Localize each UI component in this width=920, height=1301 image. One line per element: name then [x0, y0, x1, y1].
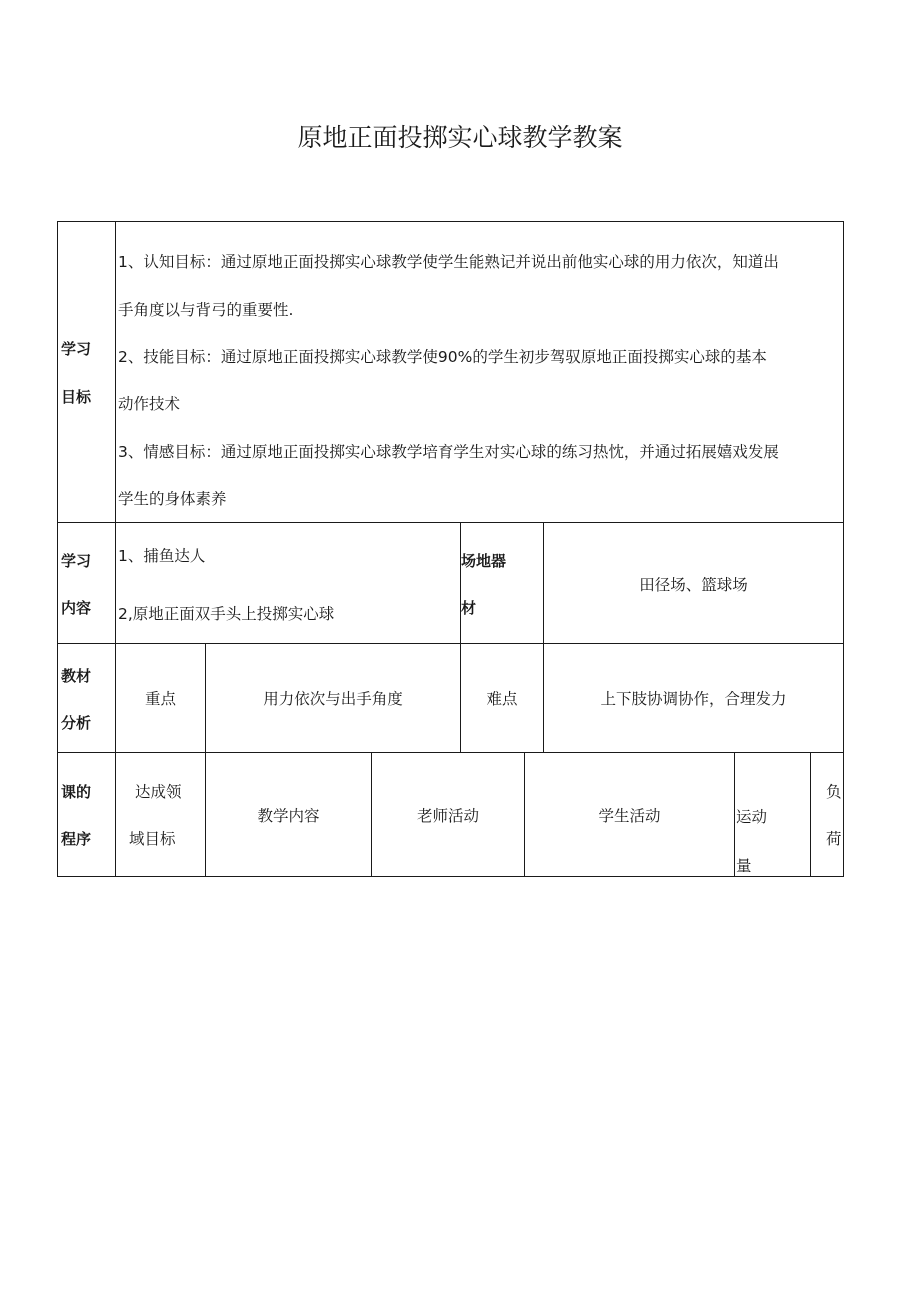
key-point-value: 用力依次与出手角度	[263, 690, 403, 708]
learning-goals-label: 目标	[61, 388, 92, 406]
table-border-right	[843, 221, 844, 877]
content-item: 1、捕鱼达人	[118, 547, 206, 565]
teacher-activity-header: 老师活动	[416, 807, 479, 825]
row-divider	[57, 522, 844, 523]
exercise-amount-header: 量	[736, 857, 752, 875]
cell-divider	[543, 522, 544, 753]
domain-goal-header: 域目标	[129, 830, 176, 848]
student-activity-header: 学生活动	[598, 807, 661, 825]
cell-divider	[460, 522, 461, 644]
teaching-content-header: 教学内容	[257, 807, 320, 825]
textbook-analysis-label: 教材	[61, 667, 92, 685]
exercise-amount-header: 运动	[736, 808, 768, 826]
row-divider	[57, 643, 844, 644]
cell-divider	[205, 643, 206, 877]
skill-goal: 动作技术	[118, 395, 181, 413]
table-border-left	[57, 221, 58, 877]
cell-divider	[734, 752, 735, 877]
difficulty-label: 难点	[486, 690, 518, 708]
label-column-divider	[115, 221, 116, 877]
table-border-bottom	[57, 876, 844, 877]
load-header: 负	[826, 783, 842, 801]
cognitive-goal: 1、认知目标：通过原地正面投掷实心球教学使学生能熟记并说出前他实心球的用力依次，知道出	[118, 253, 779, 271]
venue-label: 材	[461, 599, 477, 617]
affective-goal: 学生的身体素养	[118, 490, 227, 508]
page-title: 原地正面投掷实心球教学教案	[297, 123, 623, 152]
venue-value: 田径场、篮球场	[639, 576, 748, 594]
difficulty-value: 上下肢协调协作，合理发力	[600, 690, 787, 708]
content-item: 2,原地正面双手头上投掷实心球	[118, 605, 335, 623]
load-header: 荷	[826, 830, 842, 848]
affective-goal: 3、情感目标：通过原地正面投掷实心球教学培育学生对实心球的练习热忱，并通过拓展嬉戏发展	[118, 443, 779, 461]
textbook-analysis-label: 分析	[61, 714, 92, 732]
learning-content-label: 学习	[61, 552, 92, 570]
cognitive-goal: 手角度以与背弓的重要性.	[118, 301, 294, 319]
skill-goal: 2、技能目标：通过原地正面投掷实心球教学使90%的学生初步驾驭原地正面投掷实心球的基本	[118, 348, 767, 366]
learning-goals-label: 学习	[61, 340, 92, 358]
domain-goal-header: 达成领	[135, 783, 182, 801]
key-point-label: 重点	[144, 690, 176, 708]
lesson-procedure-label: 程序	[61, 830, 92, 848]
learning-content-label: 内容	[61, 599, 92, 617]
venue-label: 场地器	[461, 552, 507, 570]
table-border-top	[57, 221, 844, 222]
lesson-procedure-label: 课的	[61, 783, 92, 801]
cell-divider	[810, 752, 811, 877]
row-divider	[57, 752, 844, 753]
